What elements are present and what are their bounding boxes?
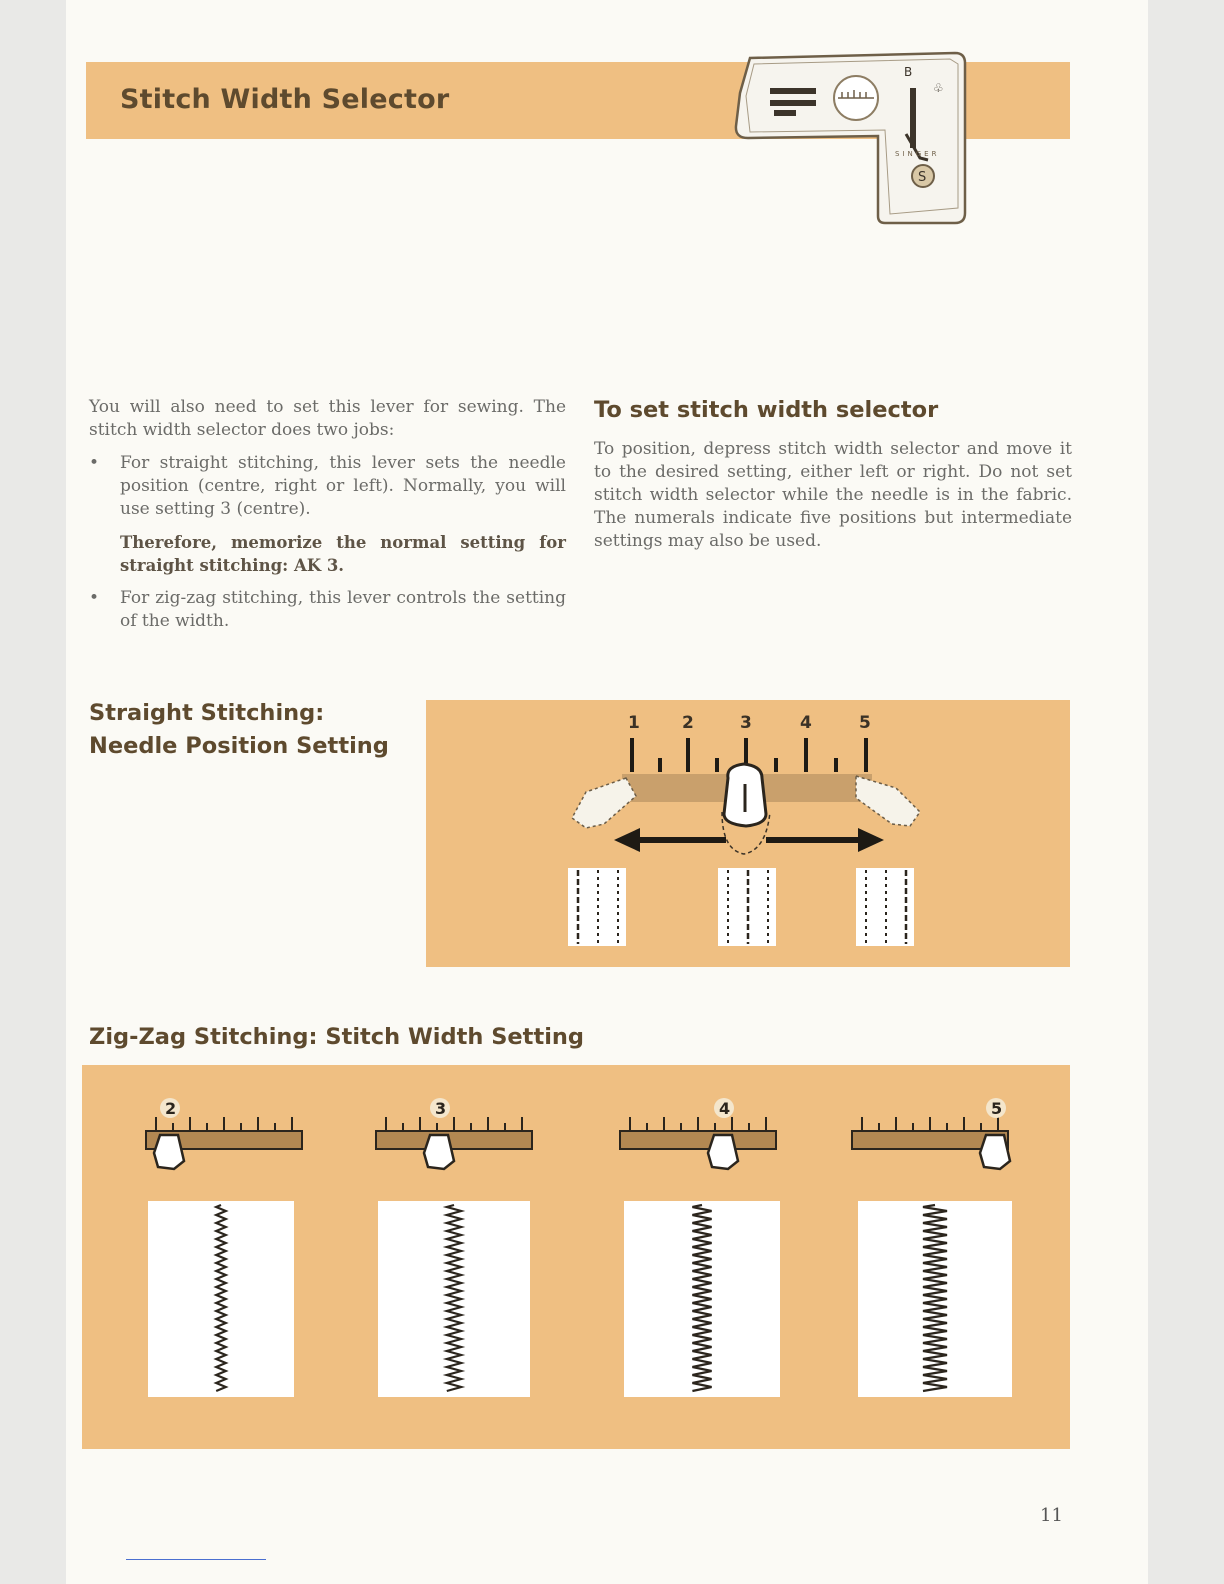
scale-number-5: 5	[859, 713, 871, 733]
straight-stitch-sample	[568, 868, 626, 946]
fabric-sample	[624, 1201, 780, 1397]
needle-position-scale	[628, 713, 871, 733]
setting-number: 4	[719, 1099, 731, 1118]
scale-number-3: 3	[740, 713, 752, 733]
scale-number-4: 4	[800, 713, 812, 733]
svg-text:S: S	[918, 170, 927, 185]
intro-paragraph: You will also need to set this lever for sewing. The stitch width selector does two jobs:	[89, 397, 566, 440]
set-selector-heading: To set stitch width selector	[594, 397, 939, 423]
lever-left-ghost-icon	[572, 778, 636, 828]
lever-icon	[980, 1135, 1010, 1169]
zigzag-setting-3	[376, 1098, 532, 1397]
needle-position-illustration	[426, 700, 1070, 967]
lever-icon	[910, 88, 916, 148]
straight-stitch-sample	[856, 868, 914, 946]
straight-heading-line2: Needle Position Setting	[89, 733, 389, 759]
setting-number: 3	[435, 1099, 447, 1118]
scale-number-1: 1	[628, 713, 640, 733]
right-column	[594, 396, 1072, 553]
bullet-mark: •	[89, 588, 100, 608]
bullet-straight-text: For straight stitching, this lever sets the needle position (centre, right or left). Normally, you will use setting 3 (centre).	[120, 453, 566, 519]
zigzag-setting-4	[620, 1098, 780, 1397]
bullet-mark: •	[89, 453, 100, 473]
page-title: Stitch Width Selector	[120, 84, 450, 115]
straight-heading	[89, 697, 389, 763]
lever-icon	[708, 1135, 738, 1169]
stitch-selector-panel-illustration	[730, 48, 980, 228]
svg-text:B: B	[904, 65, 913, 79]
straight-heading-line1: Straight Stitching:	[89, 700, 325, 726]
svg-text:♧: ♧	[933, 81, 944, 95]
setting-number: 5	[991, 1099, 1003, 1118]
fabric-sample	[858, 1201, 1012, 1397]
zigzag-setting-2	[146, 1098, 302, 1397]
left-column	[89, 396, 566, 633]
panel-brand-label: SINGER	[895, 150, 940, 158]
bullet-zigzag-text: For zig-zag stitching, this lever controls the setting of the width.	[120, 588, 566, 631]
stitch-width-illustration	[82, 1065, 1070, 1449]
lever-right-ghost-icon	[856, 776, 920, 826]
fabric-sample	[148, 1201, 294, 1397]
zigzag-heading: Zig-Zag Stitching: Stitch Width Setting	[89, 1024, 585, 1050]
memorize-note: Therefore, memorize the normal setting for straight stitching: AK 3.	[120, 533, 566, 575]
scale-number-2: 2	[682, 713, 694, 733]
bullet-straight	[89, 452, 566, 521]
straight-stitch-sample	[718, 868, 776, 946]
bullet-zigzag	[89, 587, 566, 633]
zigzag-setting-5	[852, 1098, 1012, 1397]
page-number: 11	[1040, 1505, 1063, 1526]
fabric-sample	[378, 1201, 530, 1397]
lever-icon	[154, 1135, 184, 1169]
setting-number: 2	[165, 1099, 177, 1118]
set-selector-paragraph: To position, depress stitch width selector and move it to the desired setting, either left or right. Do not set stitch width selector while the needle is in the fabric. The numerals indicate five positions but intermediate settings may also be used.	[594, 439, 1072, 551]
lever-icon	[424, 1135, 454, 1169]
footer-link-underline	[126, 1559, 266, 1560]
left-right-arrow-icon	[614, 828, 884, 852]
